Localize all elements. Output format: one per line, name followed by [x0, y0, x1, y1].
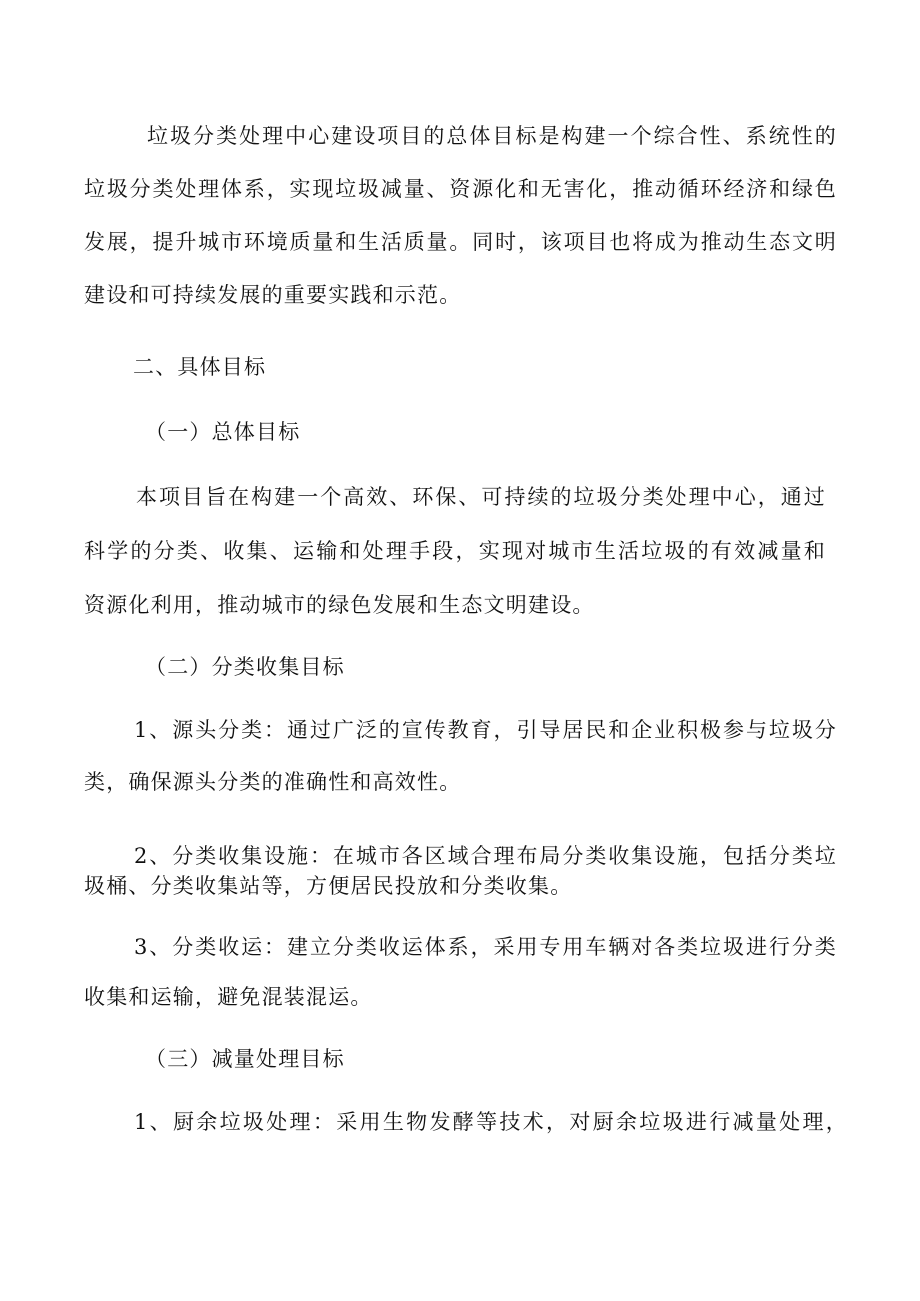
intro-line-3: 发展，提升城市环境质量和生活质量。同时，该项目也将成为推动生态文明 — [84, 230, 837, 254]
sub1-line-2: 科学的分类、收集、运输和处理手段，实现对城市生活垃圾的有效减量和 — [84, 539, 826, 563]
intro-line-1: 垃圾分类处理中心建设项目的总体目标是构建一个综合性、系统性的 — [147, 124, 837, 148]
section-heading: 二、具体目标 — [133, 355, 267, 379]
intro-line-2: 垃圾分类处理体系，实现垃圾减量、资源化和无害化，推动循环经济和绿色 — [84, 177, 837, 201]
subsection-heading-2: （二）分类收集目标 — [145, 655, 345, 679]
intro-line-4: 建设和可持续发展的重要实践和示范。 — [84, 283, 462, 307]
subsection-heading-1: （一）总体目标 — [145, 420, 301, 444]
item3-line-1: 3、分类收运：建立分类收运体系，采用专用车辆对各类垃圾进行分类 — [134, 935, 837, 959]
item3-line-2: 收集和运输，避免混装混运。 — [84, 985, 373, 1009]
item2-line-2: 圾桶、分类收集站等，方便居民投放和分类收集。 — [84, 874, 573, 898]
sub1-line-1: 本项目旨在构建一个高效、环保、可持续的垃圾分类处理中心，通过 — [136, 485, 826, 509]
item1-line-2: 类，确保源头分类的准确性和高效性。 — [84, 770, 462, 794]
item1-line-1: 1、源头分类：通过广泛的宣传教育，引导居民和企业积极参与垃圾分 — [134, 718, 837, 742]
sub1-line-3: 资源化利用，推动城市的绿色发展和生态文明建设。 — [84, 593, 595, 617]
subsection-heading-3: （三）减量处理目标 — [145, 1047, 345, 1071]
item4-line-1: 1、厨余垃圾处理：采用生物发酵等技术，对厨余垃圾进行减量处理， — [134, 1110, 848, 1134]
item2-line-1: 2、分类收集设施：在城市各区域合理布局分类收集设施，包括分类垃 — [134, 844, 837, 868]
